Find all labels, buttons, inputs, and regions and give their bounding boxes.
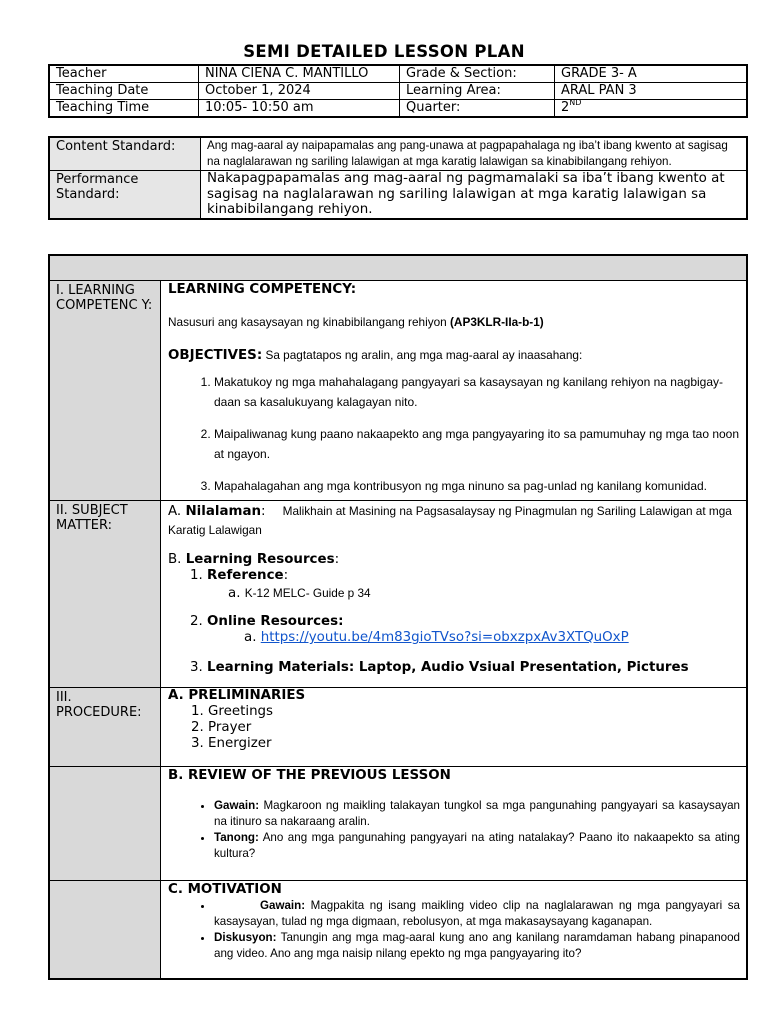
- teacher-value: NINA CIENA C. MANTILLO: [199, 65, 400, 83]
- objective-item: 2. Maipaliwanag kung paano nakaapekto ang mga pangyayaring ito sa pamumuhay ng mga tao noon at ngayon.: [214, 425, 740, 464]
- time-value: 10:05- 10:50 am: [199, 100, 400, 118]
- content-standard-label: Content Standard:: [49, 137, 201, 171]
- competency-label: I. LEARNING COMPETENC Y:: [49, 281, 161, 501]
- motivation-label-cell: [49, 881, 161, 979]
- online-resources-label: Online Resources:: [207, 614, 344, 629]
- nilalaman-text: Malikhain at Masining na Pagsasalaysay ng Pinagmulan ng Sariling Lalawigan at mga Karatig Lalawigan: [168, 504, 732, 537]
- objectives-list: [168, 373, 740, 497]
- youtube-link[interactable]: https://youtu.be/4m83gioTVso?si=obxzpxAv3XTQuOxP: [260, 630, 629, 645]
- preliminaries-content: [161, 688, 748, 767]
- time-label: Teaching Time: [49, 100, 199, 118]
- competency-heading: LEARNING COMPETENCY:: [168, 282, 357, 297]
- quarter-value: 2ND: [555, 100, 748, 118]
- reference-item: K-12 MELC- Guide p 34: [244, 586, 371, 600]
- quarter-label: Quarter:: [400, 100, 555, 118]
- review-list: [168, 798, 740, 862]
- motivation-item: • Diskusyon: Tanungin ang mga mag-aaral kung ano ang kanilang naramdaman habang pinapanood ang video. Ano ang mga naisip nilang epekto ng mga pangyayaring ito?: [214, 930, 740, 962]
- preliminaries-item: 1. Greetings: [191, 704, 274, 719]
- competency-code: (AP3KLR-IIa-b-1): [450, 315, 544, 329]
- subject-matter-content: A. Nilalaman: Malikhain at Masining na Pagsasalaysay ng Pinagmulan ng Sariling Lalawigan at mga Karatig Lalawigan B. Learning Resources: 1. Reference: a. K-12 MELC- Guide p 34 2. Online Resources: a. https://youtu.be/4m83gioTVso?si=obxzpxAv3XTQuOxP 3. Learning Materials: Laptop, Audio Vsiual Presentation, Pictures: [161, 501, 748, 688]
- lesson-main-table: [48, 254, 748, 980]
- grade-value: GRADE 3- A: [555, 65, 748, 83]
- standards-table: [48, 136, 748, 220]
- reference-label: Reference: [207, 568, 284, 583]
- review-item: • Tanong: Ano ang mga pangunahing pangyayari na ating natalakay? Paano ito nakaapekto sa ating kultura?: [214, 830, 740, 862]
- learning-materials: Learning Materials: Laptop, Audio Vsiual Presentation, Pictures: [207, 660, 689, 675]
- objective-item: 1. Makatukoy ng mga mahahalagang pangyayari sa kasaysayan ng kanilang rehiyon na nagbigay-daan sa kasalukuyang kalagayan nito.: [214, 373, 740, 412]
- content-standard-text: Ang mag-aaral ay naipapamalas ang pang-unawa at pagpapahalaga ng iba’t ibang kwento at sagisag na naglalarawan ng sariling lalawigan at mga karatig lalawigan sa kinabibilangang rehiyon.: [201, 137, 748, 171]
- competency-text: Nasusuri ang kasaysayan ng kinabibilangang rehiyon: [168, 315, 450, 329]
- performance-standard-label: Performance Standard:: [49, 171, 201, 219]
- motivation-heading: C. MOTIVATION: [168, 882, 282, 897]
- preliminaries-heading: A. PRELIMINARIES: [168, 688, 306, 703]
- page-title: SEMI DETAILED LESSON PLAN: [243, 42, 525, 61]
- objectives-heading: OBJECTIVES:: [168, 348, 263, 363]
- nilalaman-label: Nilalaman: [185, 504, 262, 519]
- review-label-cell: [49, 767, 161, 881]
- review-item: • Gawain: Magkaroon ng maikling talakayan tungkol sa mga pangunahing pangyayari sa kasaysayan na itinuro sa nakaraang aralin.: [214, 798, 740, 830]
- motivation-item: • Gawain: Magpakita ng isang maikling video clip na naglalarawan ng mga pangyayari sa kasaysayan, tulad ng mga digmaan, rebolusyon, at mga makasaysayang kaganapan.: [214, 898, 740, 930]
- competency-content: [161, 281, 748, 501]
- header-info-table: [48, 64, 748, 118]
- review-heading: B. REVIEW OF THE PREVIOUS LESSON: [168, 768, 451, 783]
- area-label: Learning Area:: [400, 83, 555, 100]
- preliminaries-item: 3. Energizer: [191, 736, 272, 751]
- objective-item: 3. Mapahalagahan ang mga kontribusyon ng mga ninuno sa pag-unlad ng kanilang komunidad.: [214, 477, 740, 497]
- grade-label: Grade & Section:: [400, 65, 555, 83]
- motivation-list: [168, 898, 740, 962]
- teacher-label: Teacher: [49, 65, 199, 83]
- area-value: ARAL PAN 3: [555, 83, 748, 100]
- date-value: October 1, 2024: [199, 83, 400, 100]
- objectives-intro: Sa pagtatapos ng aralin, ang mga mag-aaral ay inaasahang:: [262, 348, 583, 362]
- date-label: Teaching Date: [49, 83, 199, 100]
- subject-matter-label: II. SUBJECT MATTER:: [49, 501, 161, 688]
- procedure-label: III. PROCEDURE:: [49, 688, 161, 767]
- review-content: [161, 767, 748, 881]
- header-band: [49, 255, 747, 281]
- preliminaries-item: 2. Prayer: [191, 720, 252, 735]
- motivation-content: [161, 881, 748, 979]
- performance-standard-text: Nakapagpapamalas ang mag-aaral ng pagmamalaki sa iba’t ibang kwento at sagisag na naglalarawan ng sariling lalawigan at mga karatig lalawigan sa kinabibilangang rehiyon.: [201, 171, 748, 219]
- resources-label: Learning Resources: [185, 552, 335, 567]
